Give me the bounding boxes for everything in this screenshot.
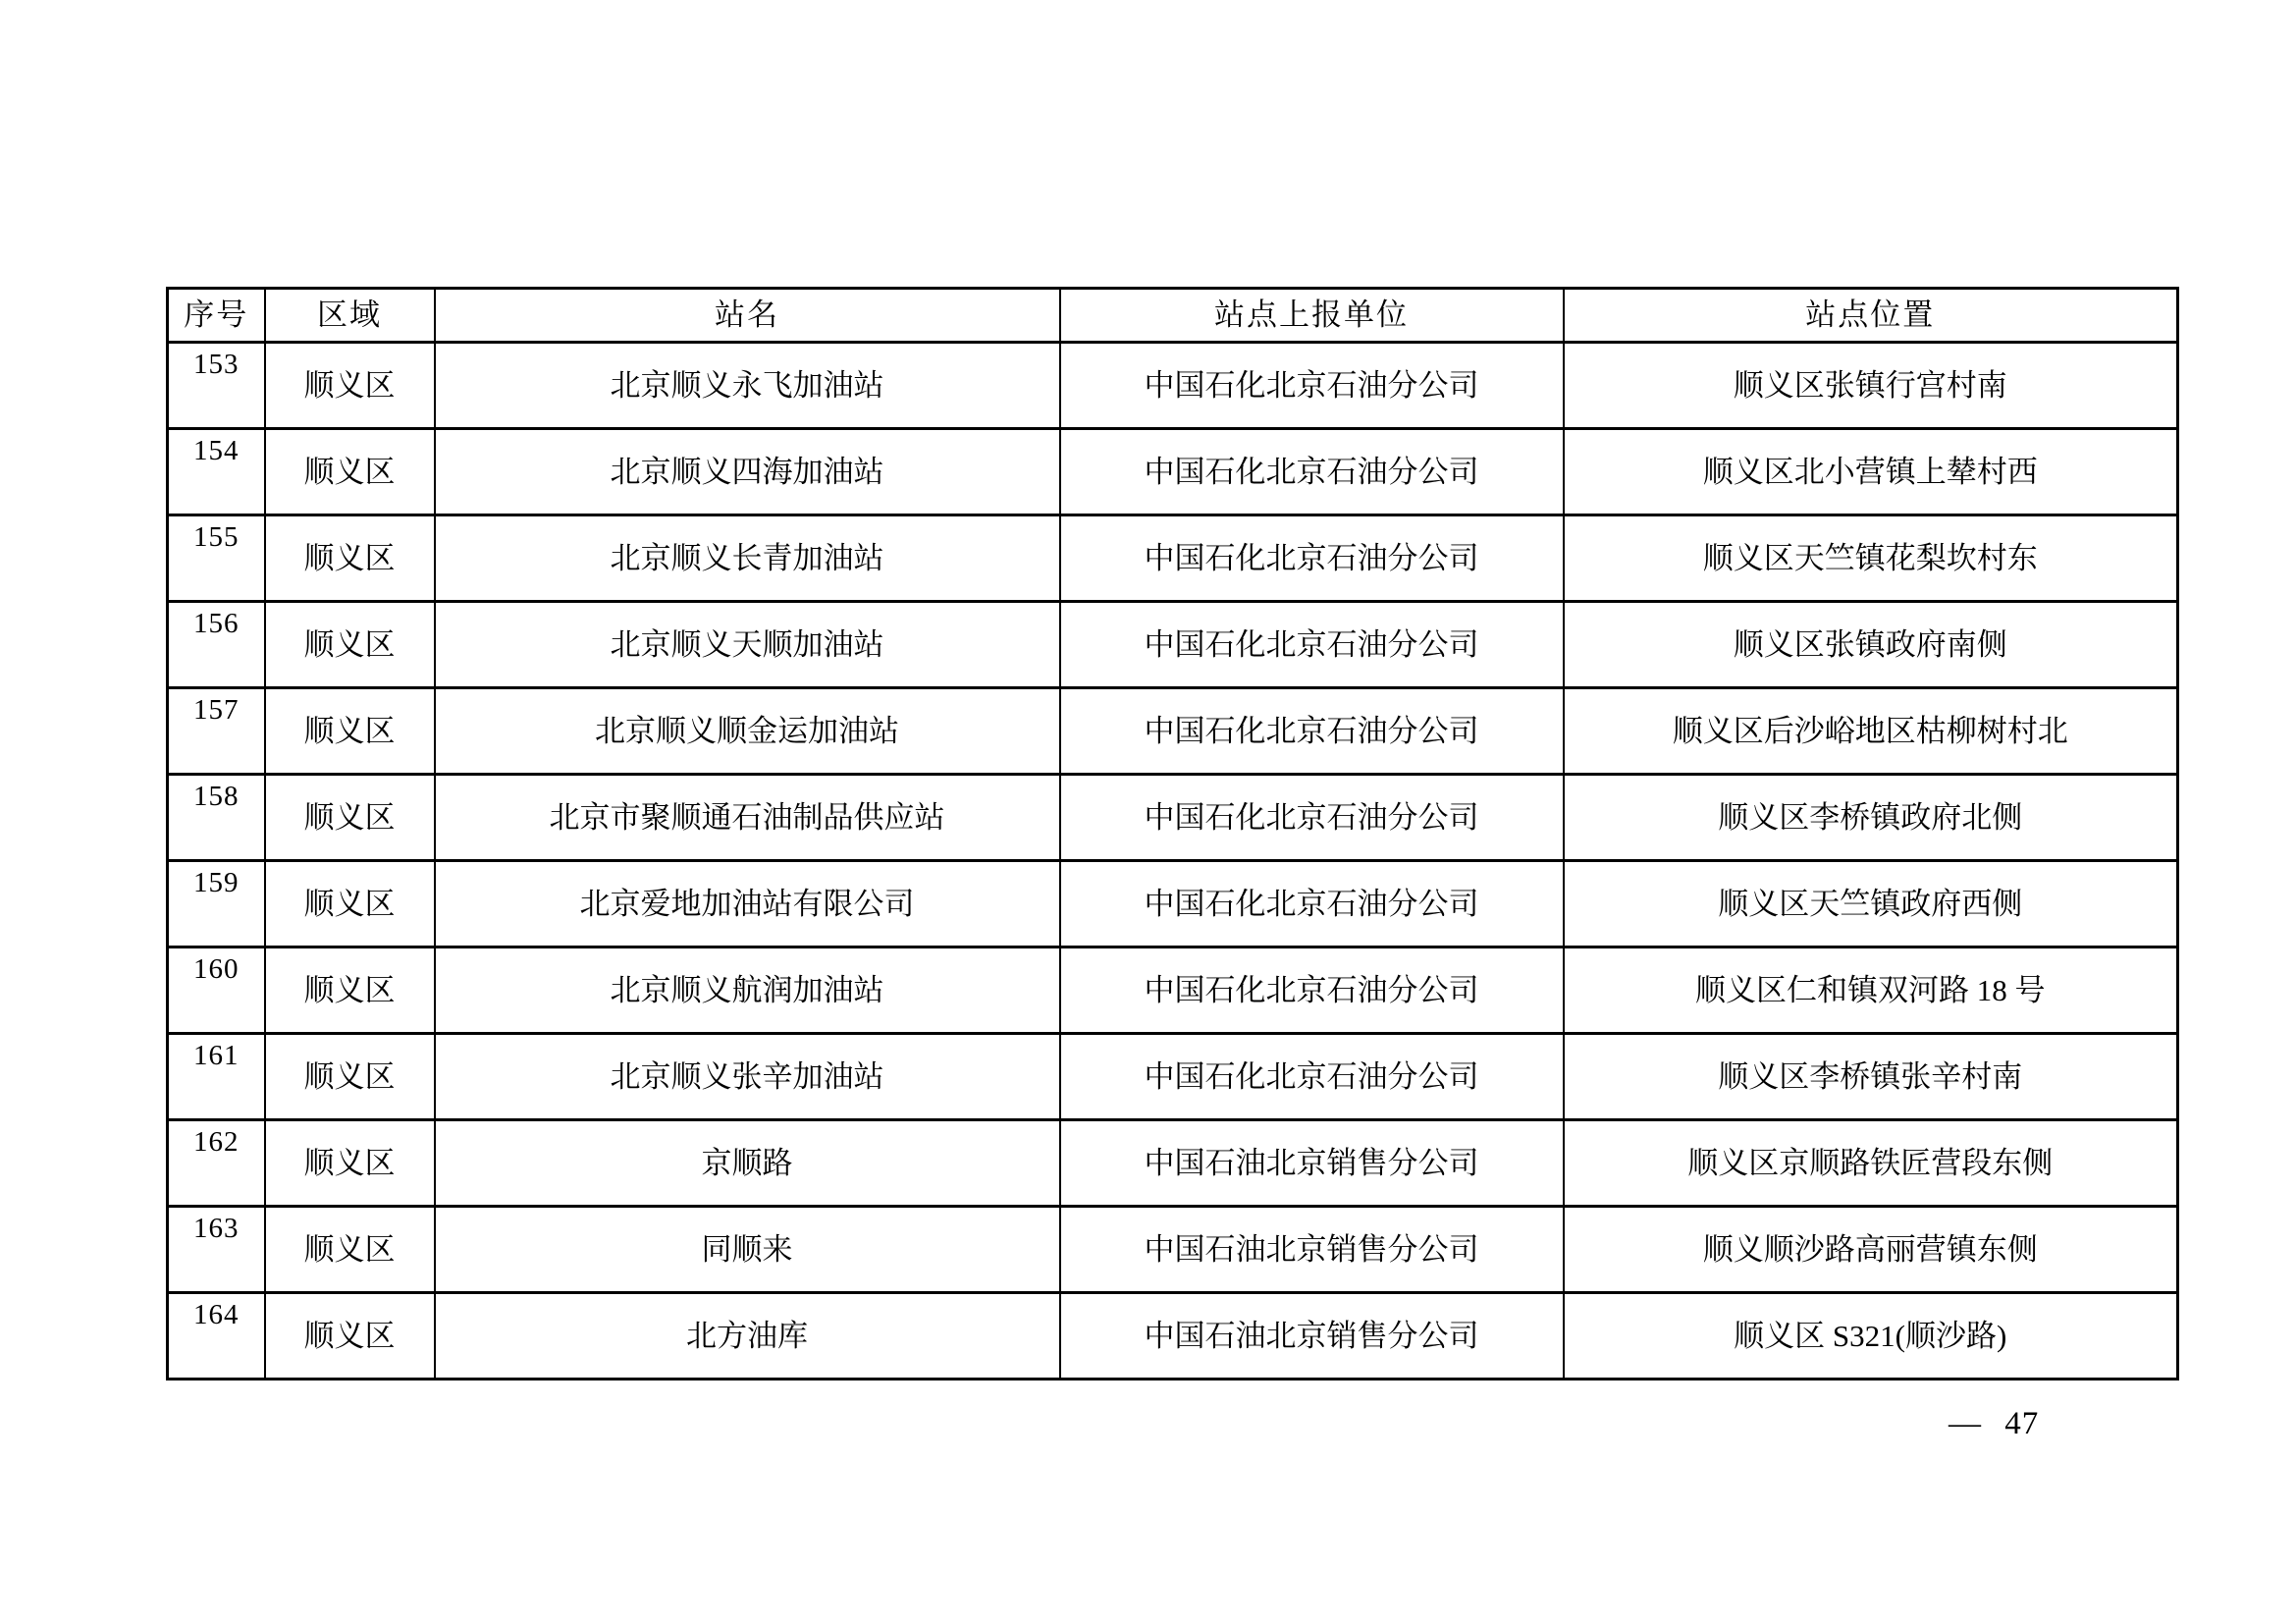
table-row xyxy=(168,775,2178,861)
cell-no: 156 xyxy=(168,602,265,688)
table-row xyxy=(168,1120,2178,1207)
header-cell-no: 序号 xyxy=(168,289,265,343)
table-row xyxy=(168,515,2178,602)
cell-station-name: 北京顺义顺金运加油站 xyxy=(435,688,1060,775)
cell-report-unit: 中国石化北京石油分公司 xyxy=(1060,775,1564,861)
cell-station-name: 同顺来 xyxy=(435,1207,1060,1293)
cell-location: 顺义区张镇政府南侧 xyxy=(1564,602,2178,688)
table-row xyxy=(168,1034,2178,1120)
cell-report-unit: 中国石化北京石油分公司 xyxy=(1060,947,1564,1034)
cell-report-unit: 中国石化北京石油分公司 xyxy=(1060,688,1564,775)
table-body xyxy=(168,343,2178,1380)
cell-report-unit: 中国石化北京石油分公司 xyxy=(1060,429,1564,515)
cell-location: 顺义区后沙峪地区枯柳树村北 xyxy=(1564,688,2178,775)
table-row xyxy=(168,688,2178,775)
cell-station-name: 北京市聚顺通石油制品供应站 xyxy=(435,775,1060,861)
cell-station-name: 北京顺义四海加油站 xyxy=(435,429,1060,515)
cell-area: 顺义区 xyxy=(265,861,435,947)
cell-report-unit: 中国石油北京销售分公司 xyxy=(1060,1207,1564,1293)
cell-station-name: 北京顺义张辛加油站 xyxy=(435,1034,1060,1120)
cell-station-name: 北京顺义长青加油站 xyxy=(435,515,1060,602)
cell-report-unit: 中国石油北京销售分公司 xyxy=(1060,1293,1564,1380)
cell-location: 顺义区 S321(顺沙路) xyxy=(1564,1293,2178,1380)
table-row xyxy=(168,343,2178,429)
cell-location: 顺义区京顺路铁匠营段东侧 xyxy=(1564,1120,2178,1207)
cell-area: 顺义区 xyxy=(265,429,435,515)
cell-area: 顺义区 xyxy=(265,947,435,1034)
cell-report-unit: 中国石油北京销售分公司 xyxy=(1060,1120,1564,1207)
cell-station-name: 北京顺义永飞加油站 xyxy=(435,343,1060,429)
cell-location: 顺义区北小营镇上辇村西 xyxy=(1564,429,2178,515)
header-row xyxy=(168,289,2178,343)
cell-no: 162 xyxy=(168,1120,265,1207)
cell-no: 159 xyxy=(168,861,265,947)
cell-area: 顺义区 xyxy=(265,1293,435,1380)
cell-area: 顺义区 xyxy=(265,602,435,688)
cell-station-name: 北京爱地加油站有限公司 xyxy=(435,861,1060,947)
table-row xyxy=(168,429,2178,515)
table-row xyxy=(168,947,2178,1034)
cell-location: 顺义区仁和镇双河路 18 号 xyxy=(1564,947,2178,1034)
header-cell-area: 区域 xyxy=(265,289,435,343)
cell-area: 顺义区 xyxy=(265,515,435,602)
cell-location: 顺义区李桥镇张辛村南 xyxy=(1564,1034,2178,1120)
header-cell-unit: 站点上报单位 xyxy=(1060,289,1564,343)
cell-location: 顺义区天竺镇政府西侧 xyxy=(1564,861,2178,947)
header-cell-name: 站名 xyxy=(435,289,1060,343)
cell-no: 155 xyxy=(168,515,265,602)
cell-no: 154 xyxy=(168,429,265,515)
cell-no: 163 xyxy=(168,1207,265,1293)
cell-no: 161 xyxy=(168,1034,265,1120)
cell-area: 顺义区 xyxy=(265,1120,435,1207)
cell-report-unit: 中国石化北京石油分公司 xyxy=(1060,343,1564,429)
cell-area: 顺义区 xyxy=(265,1034,435,1120)
cell-location: 顺义区李桥镇政府北侧 xyxy=(1564,775,2178,861)
cell-no: 160 xyxy=(168,947,265,1034)
header-cell-location: 站点位置 xyxy=(1564,289,2178,343)
cell-report-unit: 中国石化北京石油分公司 xyxy=(1060,861,1564,947)
table-header xyxy=(168,289,2178,343)
cell-no: 164 xyxy=(168,1293,265,1380)
cell-area: 顺义区 xyxy=(265,1207,435,1293)
cell-report-unit: 中国石化北京石油分公司 xyxy=(1060,1034,1564,1120)
cell-report-unit: 中国石化北京石油分公司 xyxy=(1060,515,1564,602)
table-row xyxy=(168,1207,2178,1293)
table-row xyxy=(168,1293,2178,1380)
cell-location: 顺义区张镇行宫村南 xyxy=(1564,343,2178,429)
cell-no: 158 xyxy=(168,775,265,861)
cell-no: 157 xyxy=(168,688,265,775)
cell-location: 顺义顺沙路高丽营镇东侧 xyxy=(1564,1207,2178,1293)
cell-station-name: 北京顺义航润加油站 xyxy=(435,947,1060,1034)
cell-area: 顺义区 xyxy=(265,343,435,429)
cell-report-unit: 中国石化北京石油分公司 xyxy=(1060,602,1564,688)
cell-station-name: 京顺路 xyxy=(435,1120,1060,1207)
cell-no: 153 xyxy=(168,343,265,429)
station-table xyxy=(166,287,2179,1380)
cell-area: 顺义区 xyxy=(265,775,435,861)
cell-station-name: 北京顺义天顺加油站 xyxy=(435,602,1060,688)
table-row xyxy=(168,861,2178,947)
page-number: — 47 xyxy=(1949,1406,2040,1441)
cell-area: 顺义区 xyxy=(265,688,435,775)
cell-location: 顺义区天竺镇花梨坎村东 xyxy=(1564,515,2178,602)
table-row xyxy=(168,602,2178,688)
cell-station-name: 北方油库 xyxy=(435,1293,1060,1380)
